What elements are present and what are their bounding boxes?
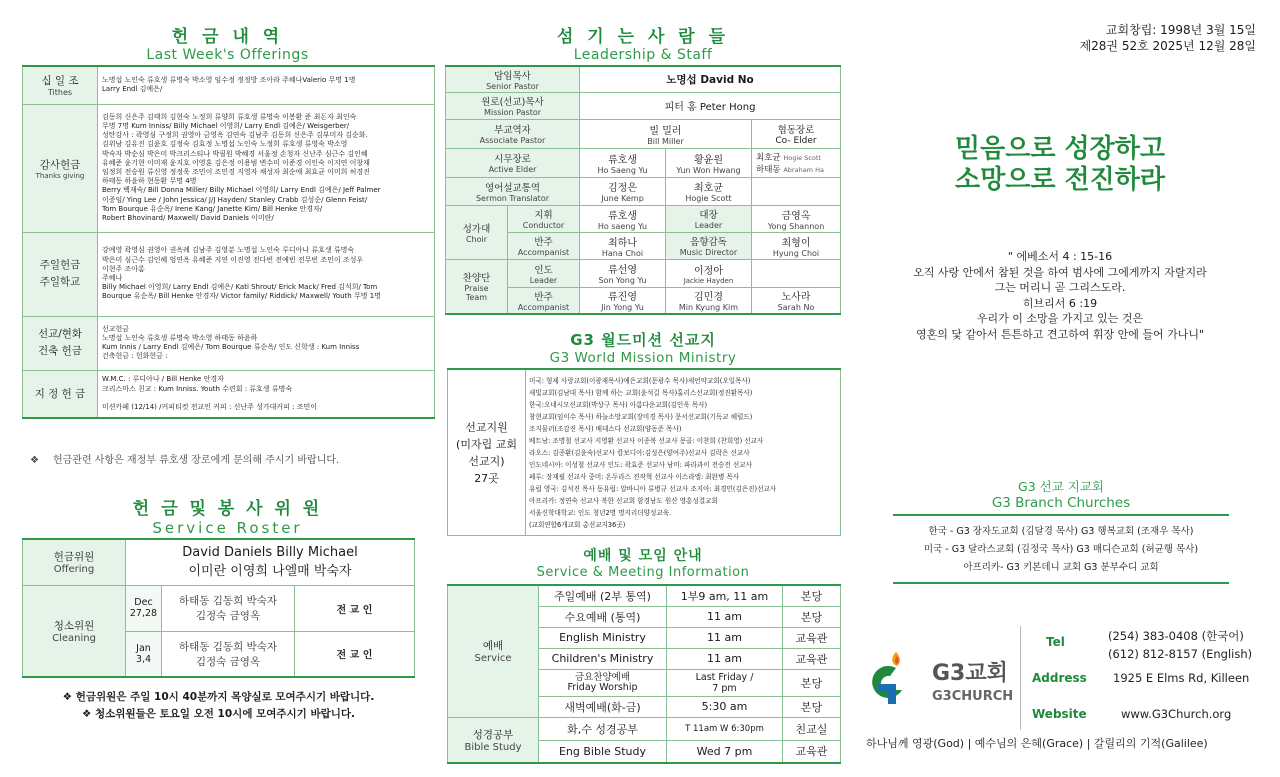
logo-text: G3교회 G3CHURCH [932,661,1014,704]
bible-study-label: 성경공부 [472,728,514,741]
mission-content: 미국: 형제 사랑교회(이광재목사)예은교회(문광수 목사)새언약교회(오일목사) 새빛교회(김남대 목사) 함께 하는 교회(윤석길 목사)홀리스선교회(정진환목사) 한국:오네시모선교회(박상구 목사) 아름다운교회(김인욱 목사) 창현교회(임이수 목사) 하늘소망교회(장미경 목사) 문서선교회(기독교 헤럴드) 조지물러(조감진 목사) 베데스다 선교회(양동준 목사) 베트남: 조명철 선교사 지영환 선교사 이종복 선교사 몽골: 이찬희 (찬희영) 선교사 라오스: 김종환(김윤숙)선교사 캄보디아:김성은(양여주)선교사 김락은 선교사 인도네시아: 이성철 선교사 인도: 곽효준 선교사 남미: 파라과이 전승전 선교사 페루: 장재필 선교사 중미: 온두라스 전작혁 선교사 이스라엘: 최완병 목사 유럽 영국: 김석진 목사 동유럽: 알바니아 류병규 선교사 조지아: 최경민(김은진)선교사 아프리카: 정연숙 선교사 북한 선교회 함경남도 원산 영흥성결교회 서울신학대학교: 인도 청년2명 명지리더양성교육. (교회연합6개교회 총선교지36곳) [526,369,841,536]
footer-slogan: 하나님께 영광(God) | 예수님의 은혜(Grace) | 갈릴리의 기적(Galilee) [866,737,1208,750]
translator: 최호균 Hogie Scott [666,177,752,205]
row-label: 주일헌금 주일학교 [39,259,81,288]
table-row [23,316,435,370]
music-director: 최형이 Hyung Choi [752,232,841,259]
offerings-title: 헌 금 내 역 [171,27,284,47]
address-label: Address [1032,671,1087,685]
website-link[interactable]: www.G3Church.org [1121,707,1232,721]
table-row: 예배 Service 주일예배 (2부 통역) 1부9 am, 11 am 본당 [448,585,841,606]
offerings-subtitle: Last Week's Offerings [146,47,309,63]
services-title: 예배 및 모임 안내 [583,548,703,564]
roster-header [20,494,435,537]
row-content: 강예영 곽영심 권영아 권옥례 김남주 김영분 노명섭 노인숙 루디아나 류호생 류명숙 박은미 심근수 김인혜 엄연옥 유혜준 지연 이진영 전다빈 전예빈 전무빈 조민이 조성우 이현주 조아롬 주혜나 Billy Michael 이영희/ Larry Endl 김예은/ Kati Shrout/ Erick Mack/ Fred 김석희/ Tom Bourque 유순옥/ Bill Henke 안경자/ Victor family/ Riddick/ Maxwell/ Youth 무명 1명 [98,232,435,316]
services-table [447,584,841,764]
services-header [445,545,841,580]
choir-leader: 금영옥 Yong Shannon [752,205,841,232]
cleaning-names: 하태동 김동희 박숙자 김정숙 금영옥 [162,631,295,677]
branches-header [893,477,1229,511]
motto: 믿음으로 성장하고 소망으로 전진하라 [955,134,1165,195]
elder-pair: 최호균 Hogie Scott 하태동 Abraham Ha [752,148,841,177]
table-row: 새벽예배(화-금) 5:30 am 본당 [448,696,841,717]
row-label-en: Tithes [47,88,73,98]
table-row: 영어설교통역 Sermon Translator 김정은 June Kemp 최호균 Hogie Scott [446,177,841,205]
table-row: 담임목사 Senior Pastor 노명섭 David No [446,66,841,92]
founded-date: 교회창립: 1998년 3월 15일 [1105,23,1256,37]
church-logo-icon [866,648,910,706]
branch-list: 한국 - G3 장자도교회 (김달경 목사) G3 행복교회 (조재우 목사) 미국 - G3 달라스교회 (김정국 목사) G3 매디슨교회 (허균행 목사) 아프리카- G3 키본데니 교회 G3 분부수디 교회 [893,514,1229,584]
issue-date: 제28권 52호 2025년 12월 28일 [1079,39,1256,53]
cleaning-all: 전 교 인 [295,631,415,677]
row-content: 선교헌금 노명섭 노인숙 류호생 류명숙 박소영 하태동 하윤하 Kum Innis / Larry Endl 김예은/ Tom Bourque 류순옥/ 인도 신학생 : Kum Inniss 건축헌금 : 헌화헌금 : [98,316,435,370]
branches-subtitle: G3 Branch Churches [991,495,1131,511]
praise-accompanist: 류진영 Jin Yong Yu [580,287,666,314]
mission-title: G3 월드미션 선교지 [570,331,716,349]
issue-info [1080,22,1256,54]
roster-title: 헌 금 및 봉 사 위 원 [132,499,323,519]
offerings-note: ❖ 헌금관련 사항은 재정부 류호생 장로에게 문의해 주시기 바랍니다. [30,455,340,466]
cleaning-names: 하태동 김동희 박숙자 김정숙 금영옥 [162,585,295,631]
table-row [23,232,435,316]
row-content: W.M.C. : 루디아나 / Bill Henke 안경자 크리스마스 친교 : Kum Inniss. Youth 수련회 : 류호생 류명숙 미션카페 (12/14) /커피티컷 전교인 커피 : 신난주 성가대커피 : 조민이 [98,370,435,418]
praise-leader: 류선영 Son Yong Yu [580,259,666,287]
row-label: 십 일 조 [41,75,79,88]
table-row: 성가대 Choir 지휘 Conductor 류호생 Ho saeng Yu 대장 Leader 금영옥 Yong Shannon [446,205,841,232]
roster-table [22,538,415,678]
accompanist: 최하나 Hana Choi [580,232,666,259]
contact-divider [1020,626,1021,730]
mission-label: 선교지원 (미자립 교회 선교지) 27곳 [448,369,526,536]
table-row: 수요예배 (통역) 11 am 본당 [448,606,841,627]
scripture-verse: " 에베소서 4 : 15-16 오직 사랑 안에서 참된 것을 하여 범사에 그에게까지 자랄지라 그는 머리니 곧 그리스도라. 히브리서 6 :19 우리가 이 소망을 가지고 있는 것은 영혼의 닻 같아서 튼튼하고 견고하여 휘장 안에 들어 가나니" [913,250,1207,341]
website-label: Website [1032,707,1087,721]
cleaning-date: Jan 3,4 [126,631,162,677]
branches-title: G3 선교 지교회 [1018,479,1104,494]
table-row: 시무장로 Active Elder 류호생 Ho Saeng Yu 황윤원 Yun Won Hwang 최호균 Hogie Scott 하태동 Abraham Ha [446,148,841,177]
senior-pastor-name: 노명섭 David No [580,66,841,92]
table-row: Children's Ministry 11 am 교육관 [448,648,841,669]
table-row [23,66,435,104]
table-row: 성경공부 Bible Study 화,수 성경공부 T 11am W 6:30pm 친교실 [448,717,841,740]
mission-table [447,368,841,536]
mission-pastor-name: 피터 홍 Peter Hong [580,92,841,119]
leadership-table [445,65,841,315]
table-row: English Ministry 11 am 교육관 [448,627,841,648]
row-label: 지 정 헌 금 [34,388,86,401]
table-row: 부교역자 Associate Pastor 빌 밀러 Bill Miller 협동장로 Co- Elder [446,119,841,148]
services-subtitle: Service & Meeting Information [536,565,750,580]
table-row [23,370,435,418]
praise-accompanist: 김민경 Min Kyung Kim [666,287,752,314]
table-row: 금요찬양예배 Friday Worship Last Friday / 7 pm 본당 [448,669,841,696]
table-row [23,104,435,232]
praise-leader: 이정아 Jackie Hayden [666,259,752,287]
offering-label: 헌금위원 [53,551,95,564]
offerings-header [20,22,435,63]
mission-header [445,329,841,366]
table-row: Eng Bible Study Wed 7 pm 교육관 [448,740,841,763]
table-row: 헌금위원 Offering David Daniels Billy Michael 이미란 이영희 나엘매 박숙자 [23,539,415,585]
roster-notes: ❖ 헌금위원은 주일 10시 40분까지 목양실로 모여주시기 바랍니다. ❖ 청소위원들은 토요일 오전 10시에 모여주시기 바랍니다. [62,691,375,720]
row-label: 선교/현화 건축 헌금 [37,328,83,357]
address-value: 1925 E Elms Rd, Killeen [1113,671,1250,685]
cleaning-date: Dec 27,28 [126,585,162,631]
tel-label: Tel [1046,635,1065,649]
table-row: 원로(선교)목사 Mission Pastor 피터 홍 Peter Hong [446,92,841,119]
diamond-icon: ❖ [30,455,39,466]
offering-names: David Daniels Billy Michael 이미란 이영희 나엘매 박숙자 [126,539,415,585]
worship-label: 예배 [482,640,504,653]
roster-subtitle: Service Roster [152,519,303,537]
praise-accompanist: 노사라 Sarah No [752,287,841,314]
leaders-header [445,22,841,63]
row-label: 감사헌금 [39,158,81,171]
offerings-table [22,65,435,419]
tel-numbers: (254) 383-0408 (한국어) (612) 812-8157 (English) [1108,629,1253,661]
row-label-en: Thanks giving [35,171,85,180]
table-row [448,369,841,536]
table-row: 반주 Accompanist 류진영 Jin Yong Yu 김민경 Min Kyung Kim 노사라 Sarah No [446,287,841,314]
leaders-subtitle: Leadership & Staff [573,47,713,63]
assoc-pastor: 빌 밀러 Bill Miller [580,119,752,148]
mission-subtitle: G3 World Mission Ministry [549,350,737,366]
cleaning-label: 청소위원 [53,619,95,632]
translator: 김정은 June Kemp [580,177,666,205]
co-elder: 협동장로 Co- Elder [752,119,841,148]
conductor: 류호생 Ho saeng Yu [580,205,666,232]
table-row: 찬양단 Praise Team 인도 Leader 류선영 Son Yong Yu 이정아 Jackie Hayden [446,259,841,287]
table-row: 반주 Accompanist 최하나 Hana Choi 음향감독 Music Director 최형이 Hyung Choi [446,232,841,259]
elder: 황윤원 Yun Won Hwang [666,148,752,177]
table-row: 청소위원 Cleaning Dec 27,28 하태동 김동희 박숙자 김정숙 금영옥 전 교 인 [23,585,415,631]
row-content: 노명섭 노인숙 류호생 류명숙 박소영 임수정 정정방 조아라 주혜나Valerio 무명 1명 Larry Endl 김예은/ [98,66,435,104]
row-content: 김동희 신은주 김태희 김현숙 노정희 류양희 류호생 류명숙 이봉환 준 최돈자 최인숙 무명 7명 Kum Inniss/ Billy Michael 이영희/ Larry Endl 김예은/ Weisgerber/ 성탄감사 : 곽영심 구정희 권영아 금영옥 김연숙 김남주 김동희 신은주 김부미자 김순화. 김위남 김유진 김윤호 김정숙 김효정 노명섭 노인숙 노정희 류호생 류영숙 박소영 박숙자 박순심 박은미 박크리스티나 박필원 박혜경 서울정 손청자 신난주 심근수 김인혜 유혜준 윤기현 이미재 윤지호 이영훈 김은정 이용범 변수미 이준경 이인숙 이지연 이창재 임정희 전승원 류신영 정정욱 조민이 조민경 지영자 채성자 최순애 최효균 이미희 허경진 하태동 하윤하 현동환 무명 4명 Berry 백재숙/ Bill Donna Miller/ Billy Michael 이영희/ Larry Endl 김예은/ Jeff Palmer 이증임/ Ying Lee / John Jessica/ J/J Hayden/ Stanley Crabb 김성순/ Glenn Feist/ Tom Bourque 유순옥/ Irene Kang/ Janette Kim/ Bill Henke 안경자/ Robert Bhovinard/ Maxwell/ David Daniels 이미란/ [98,104,435,232]
elder: 류호생 Ho Saeng Yu [580,148,666,177]
leaders-title: 섬 기 는 사 람 들 [556,27,730,47]
cleaning-all: 전 교 인 [295,585,415,631]
